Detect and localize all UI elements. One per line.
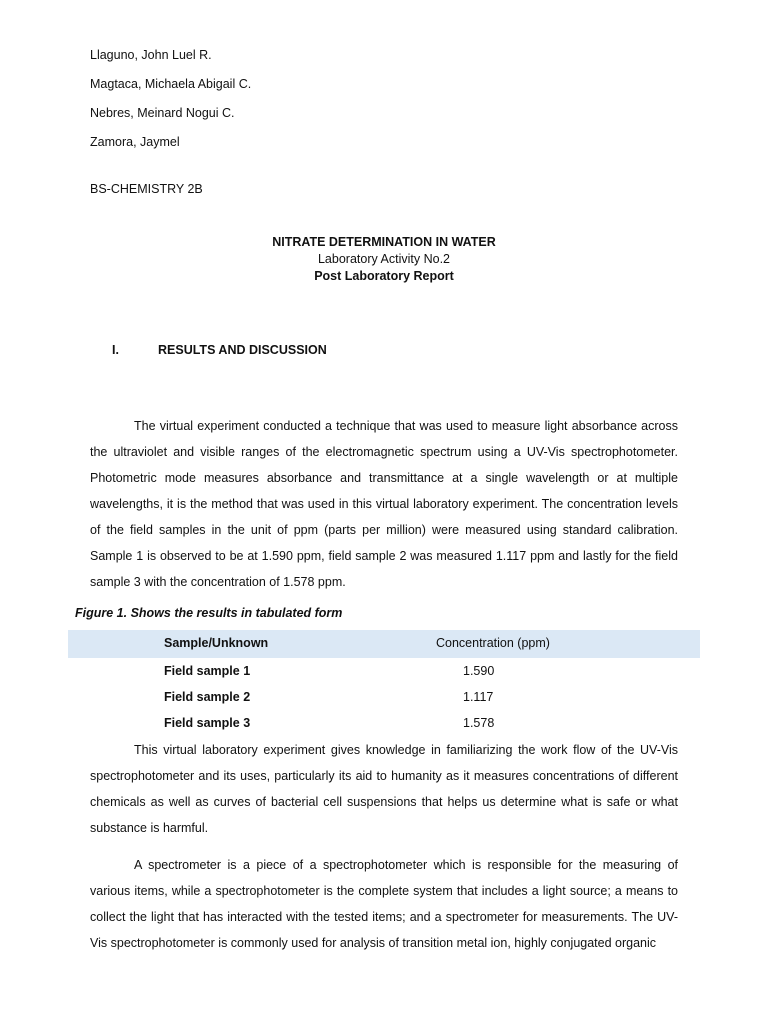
author-3: Nebres, Meinard Nogui C. xyxy=(90,106,235,120)
paragraph-spectrometer xyxy=(90,852,678,956)
activity-subtitle: Laboratory Activity No.2 xyxy=(317,252,450,266)
sample-name: Field sample 1 xyxy=(164,664,251,678)
report-title: NITRATE DETERMINATION IN WATER xyxy=(272,235,496,249)
paragraph-uses xyxy=(90,737,678,841)
section-number: I. xyxy=(112,343,119,357)
figure-caption: Figure 1. Shows the results in tabulated form xyxy=(75,606,343,620)
table-row xyxy=(68,710,700,736)
section-heading: RESULTS AND DISCUSSION xyxy=(158,343,327,357)
author-2: Magtaca, Michaela Abigail C. xyxy=(90,77,252,91)
sample-concentration: 1.590 xyxy=(463,664,495,678)
header-sample: Sample/Unknown xyxy=(164,636,269,650)
table-row xyxy=(68,684,700,710)
table-row xyxy=(68,658,700,684)
table-header-row xyxy=(68,630,700,658)
paragraph-results xyxy=(90,413,678,595)
sample-name: Field sample 3 xyxy=(164,716,251,730)
paragraph-text: This virtual laboratory experiment gives knowledge in familiarizing the work flow of the UV-Vis spectrophotometer and its uses, particularly its aid to humanity as it measures concentrations of different chemicals as well as curves of bacterial cell suspensions that helps us determine what is safe or what substance is harmful. xyxy=(90,743,678,835)
author-1: Llaguno, John Luel R. xyxy=(90,48,212,62)
paragraph-text: The virtual experiment conducted a technique that was used to measure light absorbance across the ultraviolet and visible ranges of the electromagnetic spectrum using a UV-Vis spectrophotometer. Photometric mode measures absorbance and transmittance at a single wavelength or at multiple wavelengths, it is the method that was used in this virtual laboratory experiment. The concentration levels of the field samples in the unit of ppm (parts per million) were measured using standard calibration. Sample 1 is observed to be at 1.590 ppm, field sample 2 was measured 1.117 ppm and lastly for the field sample 3 with the concentration of 1.578 ppm. xyxy=(90,419,678,589)
header-concentration: Concentration (ppm) xyxy=(436,636,550,650)
sample-concentration: 1.117 xyxy=(463,690,494,704)
report-type: Post Laboratory Report xyxy=(314,269,454,283)
results-table xyxy=(68,630,700,736)
sample-name: Field sample 2 xyxy=(164,690,251,704)
sample-concentration: 1.578 xyxy=(463,716,495,730)
course-label: BS-CHEMISTRY 2B xyxy=(90,182,203,196)
author-4: Zamora, Jaymel xyxy=(90,135,180,149)
paragraph-text: A spectrometer is a piece of a spectrophotometer which is responsible for the measuring of various items, while a spectrophotometer is the complete system that includes a light source; a means to collect the light that has interacted with the tested items; and a spectrometer for measurements. The UV-Vis spectrophotometer is commonly used for analysis of transition metal ion, highly conjugated organic xyxy=(90,858,678,950)
